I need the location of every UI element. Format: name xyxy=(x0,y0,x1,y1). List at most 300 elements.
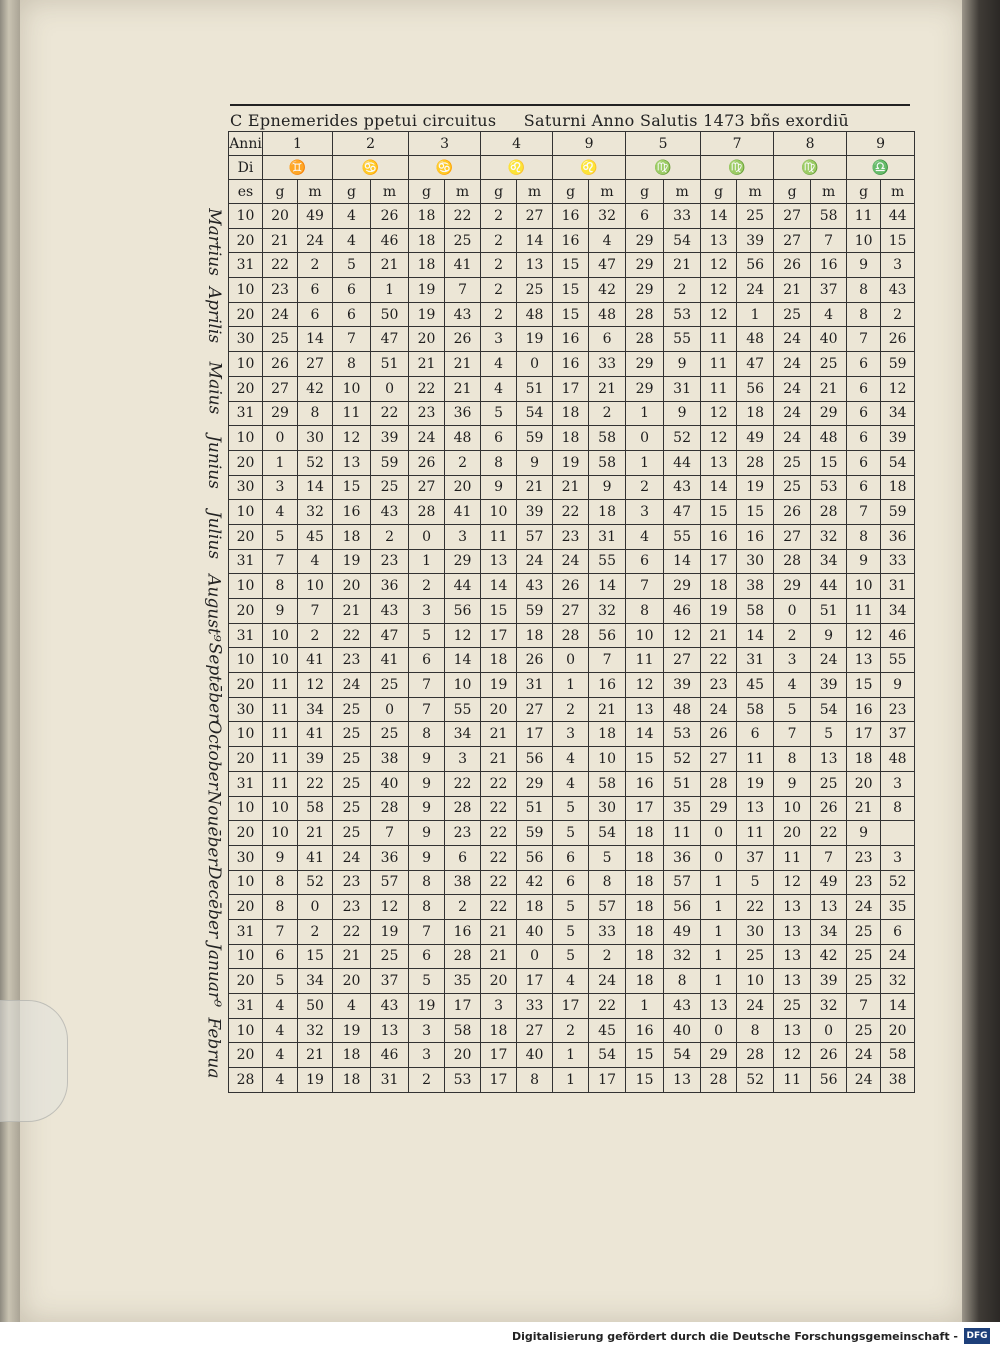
value-cell: 21 xyxy=(445,352,481,377)
value-cell: 4 xyxy=(589,228,626,253)
value-cell: 28 xyxy=(774,549,811,574)
day-cell: 20 xyxy=(229,450,263,475)
value-cell: 9 xyxy=(664,352,701,377)
value-cell: 25 xyxy=(445,228,481,253)
value-cell: 12 xyxy=(701,278,737,303)
header-year: 1 xyxy=(263,132,333,156)
value-cell: 14 xyxy=(445,648,481,673)
value-cell: 23 xyxy=(263,278,298,303)
value-cell: 25 xyxy=(811,771,847,796)
header-dies: Di xyxy=(229,156,263,180)
value-cell: 13 xyxy=(701,228,737,253)
value-cell: 6 xyxy=(409,944,445,969)
value-cell: 10 xyxy=(847,574,881,599)
value-cell: 6 xyxy=(847,352,881,377)
value-cell: 6 xyxy=(553,870,589,895)
value-cell: 0 xyxy=(263,426,298,451)
value-cell: 40 xyxy=(664,1018,701,1043)
value-cell: 13 xyxy=(371,1018,409,1043)
table-row xyxy=(229,253,915,278)
value-cell: 8 xyxy=(333,352,371,377)
value-cell: 28 xyxy=(371,796,409,821)
header-unit: g xyxy=(701,180,737,204)
value-cell: 24 xyxy=(589,969,626,994)
value-cell: 6 xyxy=(847,450,881,475)
value-cell: 42 xyxy=(298,376,333,401)
value-cell: 25 xyxy=(333,722,371,747)
month-label xyxy=(196,205,232,278)
value-cell: 3 xyxy=(881,771,915,796)
value-cell: 22 xyxy=(553,500,589,525)
value-cell: 18 xyxy=(701,574,737,599)
value-cell: 7 xyxy=(409,919,445,944)
value-cell: 43 xyxy=(445,302,481,327)
value-cell: 10 xyxy=(774,796,811,821)
day-cell: 20 xyxy=(229,1043,263,1068)
header-unit: m xyxy=(881,180,915,204)
value-cell: 11 xyxy=(737,747,774,772)
value-cell: 38 xyxy=(737,574,774,599)
header-unit: m xyxy=(517,180,553,204)
value-cell: 0 xyxy=(517,944,553,969)
header-sign: ♊ xyxy=(263,156,333,180)
table-row xyxy=(229,994,915,1019)
value-cell: 31 xyxy=(517,673,553,698)
value-cell: 2 xyxy=(371,524,409,549)
value-cell: 58 xyxy=(811,204,847,229)
value-cell: 23 xyxy=(553,524,589,549)
month-label xyxy=(196,425,232,498)
value-cell: 9 xyxy=(881,673,915,698)
value-cell: 25 xyxy=(371,722,409,747)
value-cell: 0 xyxy=(298,895,333,920)
value-cell: 15 xyxy=(481,599,517,624)
value-cell: 7 xyxy=(811,845,847,870)
value-cell: 12 xyxy=(847,623,881,648)
table-row xyxy=(229,475,915,500)
value-cell: 0 xyxy=(371,697,409,722)
value-cell: 2 xyxy=(445,895,481,920)
table-row xyxy=(229,771,915,796)
value-cell: 42 xyxy=(589,278,626,303)
value-cell: 40 xyxy=(517,1043,553,1068)
value-cell: 15 xyxy=(553,302,589,327)
value-cell: 18 xyxy=(409,204,445,229)
table-row xyxy=(229,327,915,352)
value-cell: 53 xyxy=(664,722,701,747)
value-cell: 20 xyxy=(774,821,811,846)
value-cell: 17 xyxy=(847,722,881,747)
value-cell: 18 xyxy=(626,919,664,944)
value-cell: 19 xyxy=(371,919,409,944)
value-cell: 20 xyxy=(881,1018,915,1043)
value-cell: 41 xyxy=(371,648,409,673)
value-cell: 17 xyxy=(445,994,481,1019)
value-cell: 10 xyxy=(589,747,626,772)
table-row xyxy=(229,623,915,648)
value-cell: 7 xyxy=(333,327,371,352)
value-cell: 25 xyxy=(774,302,811,327)
value-cell: 3 xyxy=(409,1018,445,1043)
value-cell: 1 xyxy=(701,919,737,944)
header-unit: m xyxy=(371,180,409,204)
value-cell: 21 xyxy=(333,944,371,969)
value-cell: 24 xyxy=(811,648,847,673)
value-cell: 22 xyxy=(481,845,517,870)
value-cell: 13 xyxy=(333,450,371,475)
value-cell: 11 xyxy=(701,376,737,401)
value-cell: 4 xyxy=(263,1043,298,1068)
value-cell: 1 xyxy=(701,895,737,920)
day-cell: 20 xyxy=(229,599,263,624)
value-cell: 9 xyxy=(811,623,847,648)
month-label-text: Maius xyxy=(204,361,224,415)
value-cell: 20 xyxy=(409,327,445,352)
day-cell: 20 xyxy=(229,895,263,920)
value-cell: 2 xyxy=(481,204,517,229)
value-cell: 1 xyxy=(553,1068,589,1093)
value-cell: 18 xyxy=(626,845,664,870)
value-cell: 29 xyxy=(626,278,664,303)
value-cell: 16 xyxy=(811,253,847,278)
value-cell: 46 xyxy=(664,599,701,624)
table-row xyxy=(229,895,915,920)
value-cell: 51 xyxy=(517,796,553,821)
table-row xyxy=(229,376,915,401)
value-cell: 28 xyxy=(626,327,664,352)
value-cell: 17 xyxy=(553,376,589,401)
value-cell: 48 xyxy=(737,327,774,352)
value-cell: 0 xyxy=(517,352,553,377)
value-cell: 46 xyxy=(371,1043,409,1068)
value-cell: 5 xyxy=(263,524,298,549)
value-cell: 36 xyxy=(371,574,409,599)
value-cell: 7 xyxy=(445,278,481,303)
value-cell: 9 xyxy=(847,821,881,846)
value-cell: 26 xyxy=(811,1043,847,1068)
day-cell: 31 xyxy=(229,919,263,944)
value-cell: 25 xyxy=(847,1018,881,1043)
day-cell: 20 xyxy=(229,969,263,994)
value-cell: 59 xyxy=(881,500,915,525)
value-cell: 9 xyxy=(774,771,811,796)
value-cell: 8 xyxy=(847,278,881,303)
value-cell: 19 xyxy=(701,599,737,624)
value-cell: 29 xyxy=(517,771,553,796)
value-cell: 14 xyxy=(664,549,701,574)
value-cell: 25 xyxy=(333,771,371,796)
value-cell: 18 xyxy=(333,1068,371,1093)
value-cell: 4 xyxy=(263,1018,298,1043)
value-cell: 10 xyxy=(481,500,517,525)
value-cell: 29 xyxy=(626,253,664,278)
value-cell: 3 xyxy=(881,845,915,870)
value-cell: 0 xyxy=(371,376,409,401)
value-cell: 47 xyxy=(589,253,626,278)
value-cell: 28 xyxy=(811,500,847,525)
month-label-text: Septēber xyxy=(204,642,224,721)
header-year: 3 xyxy=(409,132,481,156)
value-cell: 59 xyxy=(371,450,409,475)
table-row xyxy=(229,1043,915,1068)
value-cell: 4 xyxy=(263,1068,298,1093)
value-cell: 13 xyxy=(701,450,737,475)
value-cell: 6 xyxy=(589,327,626,352)
value-cell: 23 xyxy=(881,697,915,722)
value-cell: 8 xyxy=(774,747,811,772)
value-cell: 11 xyxy=(626,648,664,673)
value-cell: 9 xyxy=(481,475,517,500)
value-cell: 11 xyxy=(774,845,811,870)
value-cell: 44 xyxy=(664,450,701,475)
value-cell: 23 xyxy=(409,401,445,426)
value-cell: 11 xyxy=(263,747,298,772)
value-cell: 26 xyxy=(263,352,298,377)
value-cell: 27 xyxy=(517,1018,553,1043)
value-cell: 18 xyxy=(333,1043,371,1068)
value-cell: 51 xyxy=(517,376,553,401)
value-cell: 50 xyxy=(298,994,333,1019)
value-cell: 39 xyxy=(517,500,553,525)
value-cell: 18 xyxy=(481,648,517,673)
value-cell: 3 xyxy=(774,648,811,673)
value-cell: 24 xyxy=(701,697,737,722)
month-label xyxy=(196,718,232,791)
value-cell: 31 xyxy=(881,574,915,599)
value-cell: 43 xyxy=(517,574,553,599)
value-cell: 12 xyxy=(701,401,737,426)
value-cell: 16 xyxy=(445,919,481,944)
value-cell: 21 xyxy=(371,253,409,278)
value-cell: 13 xyxy=(664,1068,701,1093)
value-cell: 34 xyxy=(298,969,333,994)
value-cell: 23 xyxy=(701,673,737,698)
value-cell: 0 xyxy=(701,1018,737,1043)
value-cell: 50 xyxy=(371,302,409,327)
page-clip xyxy=(0,1000,68,1122)
value-cell: 6 xyxy=(333,278,371,303)
value-cell: 1 xyxy=(371,278,409,303)
table-row xyxy=(229,697,915,722)
value-cell: 18 xyxy=(517,623,553,648)
value-cell: 37 xyxy=(881,722,915,747)
value-cell: 29 xyxy=(664,574,701,599)
value-cell: 25 xyxy=(847,944,881,969)
value-cell: 10 xyxy=(626,623,664,648)
value-cell: 26 xyxy=(553,574,589,599)
value-cell: 26 xyxy=(881,327,915,352)
value-cell: 27 xyxy=(517,204,553,229)
value-cell: 53 xyxy=(811,475,847,500)
value-cell: 22 xyxy=(701,648,737,673)
value-cell: 8 xyxy=(847,524,881,549)
value-cell: 22 xyxy=(298,771,333,796)
value-cell: 22 xyxy=(737,895,774,920)
value-cell: 25 xyxy=(847,919,881,944)
value-cell: 22 xyxy=(445,771,481,796)
value-cell: 38 xyxy=(445,870,481,895)
value-cell: 12 xyxy=(298,673,333,698)
value-cell: 15 xyxy=(626,1043,664,1068)
value-cell: 9 xyxy=(263,845,298,870)
month-label-text: Januar⁹ xyxy=(204,943,224,1007)
day-cell: 20 xyxy=(229,673,263,698)
value-cell: 2 xyxy=(409,574,445,599)
value-cell: 24 xyxy=(553,549,589,574)
value-cell: 6 xyxy=(881,919,915,944)
value-cell: 43 xyxy=(881,278,915,303)
value-cell: 2 xyxy=(298,623,333,648)
value-cell: 57 xyxy=(664,870,701,895)
value-cell: 59 xyxy=(517,821,553,846)
month-label-text: October xyxy=(204,720,224,790)
value-cell: 26 xyxy=(811,796,847,821)
value-cell: 7 xyxy=(371,821,409,846)
month-label-text: August⁹ xyxy=(204,574,224,643)
day-cell: 20 xyxy=(229,228,263,253)
value-cell: 24 xyxy=(333,673,371,698)
value-cell: 19 xyxy=(737,771,774,796)
value-cell: 58 xyxy=(445,1018,481,1043)
value-cell: 18 xyxy=(333,524,371,549)
value-cell: 15 xyxy=(553,253,589,278)
value-cell: 12 xyxy=(774,1043,811,1068)
day-cell: 31 xyxy=(229,401,263,426)
value-cell: 6 xyxy=(847,401,881,426)
table-row xyxy=(229,969,915,994)
table-row xyxy=(229,821,915,846)
value-cell: 5 xyxy=(409,969,445,994)
value-cell: 46 xyxy=(881,623,915,648)
value-cell: 8 xyxy=(847,302,881,327)
value-cell: 38 xyxy=(371,747,409,772)
table-row xyxy=(229,796,915,821)
value-cell: 9 xyxy=(589,475,626,500)
value-cell: 15 xyxy=(626,1068,664,1093)
value-cell: 25 xyxy=(737,204,774,229)
value-cell: 6 xyxy=(481,426,517,451)
value-cell: 34 xyxy=(881,401,915,426)
value-cell: 10 xyxy=(263,821,298,846)
value-cell: 48 xyxy=(517,302,553,327)
header-unit: g xyxy=(263,180,298,204)
value-cell: 18 xyxy=(737,401,774,426)
value-cell: 17 xyxy=(481,623,517,648)
day-cell: 10 xyxy=(229,500,263,525)
value-cell: 21 xyxy=(517,475,553,500)
value-cell: 25 xyxy=(371,475,409,500)
value-cell: 7 xyxy=(263,549,298,574)
month-label-text: Julius xyxy=(204,510,224,560)
day-cell: 10 xyxy=(229,944,263,969)
value-cell: 2 xyxy=(589,401,626,426)
value-cell: 7 xyxy=(811,228,847,253)
table-row xyxy=(229,228,915,253)
value-cell: 27 xyxy=(664,648,701,673)
month-label-text: Junius xyxy=(204,434,225,489)
value-cell: 24 xyxy=(737,278,774,303)
day-cell: 28 xyxy=(229,1068,263,1093)
value-cell: 14 xyxy=(298,475,333,500)
value-cell: 48 xyxy=(881,747,915,772)
value-cell: 57 xyxy=(589,895,626,920)
value-cell: 22 xyxy=(811,821,847,846)
value-cell: 22 xyxy=(481,796,517,821)
value-cell: 3 xyxy=(481,994,517,1019)
header-row-years xyxy=(229,132,915,156)
value-cell: 36 xyxy=(881,524,915,549)
value-cell: 19 xyxy=(409,302,445,327)
month-label xyxy=(196,865,232,938)
value-cell: 10 xyxy=(445,673,481,698)
value-cell: 29 xyxy=(445,549,481,574)
value-cell: 5 xyxy=(553,821,589,846)
value-cell: 10 xyxy=(263,623,298,648)
value-cell: 31 xyxy=(737,648,774,673)
value-cell: 56 xyxy=(737,376,774,401)
value-cell: 37 xyxy=(371,969,409,994)
value-cell: 8 xyxy=(409,870,445,895)
value-cell: 25 xyxy=(774,475,811,500)
footer-bar xyxy=(0,1322,1000,1353)
table-row xyxy=(229,919,915,944)
value-cell: 18 xyxy=(409,228,445,253)
value-cell: 12 xyxy=(881,376,915,401)
day-cell: 10 xyxy=(229,352,263,377)
value-cell: 14 xyxy=(701,475,737,500)
value-cell: 19 xyxy=(737,475,774,500)
value-cell: 12 xyxy=(701,253,737,278)
value-cell: 16 xyxy=(553,204,589,229)
value-cell: 33 xyxy=(664,204,701,229)
value-cell: 56 xyxy=(517,845,553,870)
value-cell: 4 xyxy=(553,747,589,772)
value-cell: 11 xyxy=(263,673,298,698)
value-cell: 21 xyxy=(847,796,881,821)
value-cell: 17 xyxy=(481,1068,517,1093)
value-cell: 1 xyxy=(409,549,445,574)
day-cell: 30 xyxy=(229,845,263,870)
value-cell: 30 xyxy=(737,919,774,944)
value-cell: 18 xyxy=(626,969,664,994)
value-cell: 27 xyxy=(553,599,589,624)
value-cell: 1 xyxy=(626,994,664,1019)
value-cell: 25 xyxy=(847,969,881,994)
value-cell: 15 xyxy=(553,278,589,303)
table-row xyxy=(229,673,915,698)
value-cell: 10 xyxy=(847,228,881,253)
value-cell: 8 xyxy=(664,969,701,994)
value-cell: 48 xyxy=(589,302,626,327)
value-cell: 26 xyxy=(445,327,481,352)
value-cell: 24 xyxy=(333,845,371,870)
value-cell: 59 xyxy=(881,352,915,377)
value-cell: 3 xyxy=(409,1043,445,1068)
header-year: 4 xyxy=(481,132,553,156)
value-cell: 6 xyxy=(847,475,881,500)
value-cell: 19 xyxy=(298,1068,333,1093)
value-cell: 25 xyxy=(371,673,409,698)
day-cell: 10 xyxy=(229,426,263,451)
value-cell: 9 xyxy=(409,796,445,821)
value-cell: 52 xyxy=(737,1068,774,1093)
value-cell: 8 xyxy=(409,895,445,920)
value-cell: 9 xyxy=(847,253,881,278)
table-row xyxy=(229,722,915,747)
table-row xyxy=(229,549,915,574)
value-cell: 11 xyxy=(737,821,774,846)
value-cell: 22 xyxy=(481,870,517,895)
